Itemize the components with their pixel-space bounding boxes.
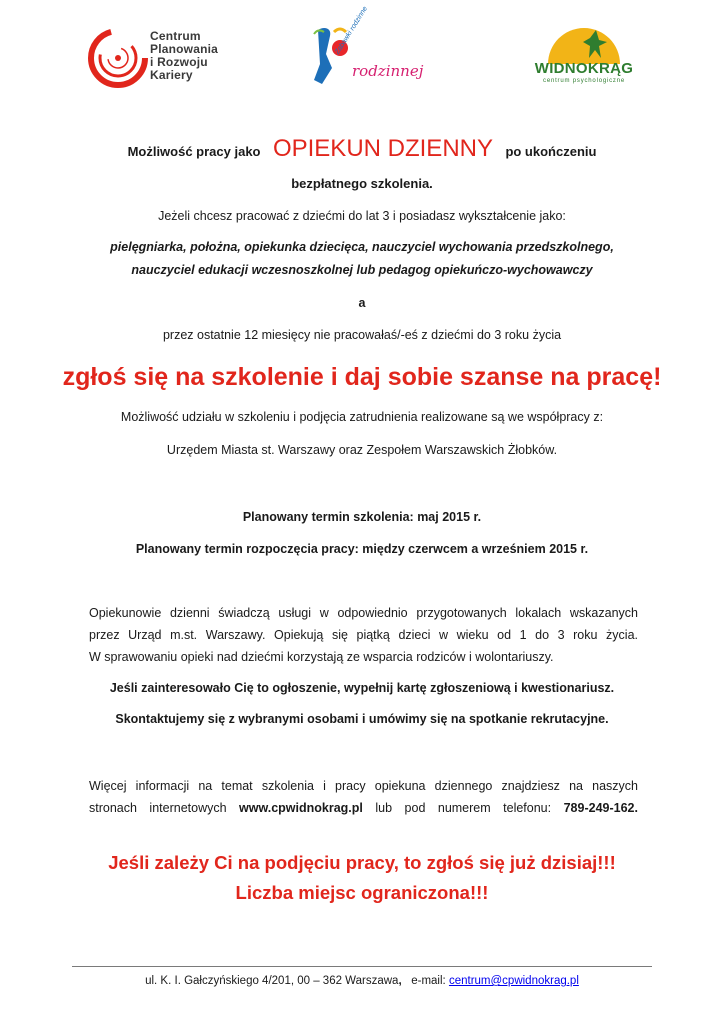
work-date: Planowany termin rozpoczęcia pracy: między czerwcem a wrześniem 2015 r. (135, 542, 589, 556)
sun-icon (528, 24, 640, 64)
description-line2: przez Urząd m.st. Warszawy. Opiekują się piątką dzieci w wieku od 1 do 3 roku życia. (89, 628, 638, 642)
footer-email-link[interactable]: centrum@cpwidnokrag.pl (448, 975, 579, 987)
family-logo-small-text: Zabawki rodzinne (334, 5, 370, 56)
footer-divider (72, 966, 652, 967)
footer-address: ul. K. I. Gałczyńskiego 4/201, 00 – 362 Warszawa (145, 975, 399, 987)
training-date: Planowany termin szkolenia: maj 2015 r. (242, 510, 482, 524)
footer-email-label: e-mail: (411, 975, 446, 987)
more-info-line1: Więcej informacji na temat szkolenia i pracy opiekuna dziennego znajdziesz na naszych (89, 779, 638, 793)
more-info-line2 (89, 797, 638, 819)
professions-line2: nauczyciel edukacji wczesnoszkolnej lub pedagog opiekuńczo-wychowawczy (131, 263, 593, 277)
cta-contact: Skontaktujemy się z wybranymi osobami i umówimy się na spotkanie rekrutacyjne. (115, 712, 609, 726)
heading-highlight: OPIEKUN DZIENNY (272, 135, 493, 162)
website-link[interactable]: www.cpwidnokrag.pl (239, 801, 363, 815)
cooperation-line2: Urzędem Miasta st. Warszawy oraz Zespołem Warszawskich Żłobków. (166, 443, 558, 457)
widnokrag-logo-name: WIDNOKRĄG (534, 60, 634, 77)
more-info-prefix: stronach internetowych (89, 801, 227, 815)
cprk-swirl-icon (88, 26, 150, 90)
heading-prefix: Możliwość pracy jako (127, 144, 261, 159)
footer: ul. K. I. Gałczyńskiego 4/201, 00 – 362 Warszawa, e-mail: centrum@cpwidnokrag.pl (145, 975, 579, 987)
intro-text: Jeżeli chcesz pracować z dziećmi do lat 3 i posiadasz wykształcenie jako: (158, 209, 566, 223)
description-paragraph (89, 602, 638, 668)
heading-suffix: po ukończeniu (505, 144, 597, 159)
cprk-logo-text: Centrum Planowania i Rozwoju Kariery (150, 29, 219, 82)
description-line3: W sprawowaniu opieki nad dziećmi korzystają ze wsparcia rodziców i wolontariuszy. (89, 650, 554, 664)
closing-line2: Liczba miejsc ograniczona!!! (235, 882, 489, 903)
heading-line2: bezpłatnego szkolenia. (291, 176, 433, 191)
main-heading (0, 135, 724, 163)
more-info-paragraph (89, 775, 638, 819)
cprk-logo (88, 26, 238, 96)
family-logo (310, 5, 428, 96)
closing-line1: Jeśli zależy Ci na podjęciu pracy, to zgłoś się już dzisiaj!!! (108, 852, 616, 873)
more-info-middle: lub pod numerem telefonu: (375, 801, 552, 815)
cooperation-line1: Możliwość udziału w szkoleniu i podjęcia zatrudnienia realizowane są we współpracy z: (120, 410, 604, 424)
phone-number: 789-249-162. (563, 801, 638, 815)
cta-fill-form: Jeśli zainteresowało Cię to ogłoszenie, wypełnij kartę zgłoszeniową i kwestionariusz. (109, 681, 615, 695)
description-line1: Opiekunowie dzienni świadczą usługi w odpowiednio przygotowanych lokalach wskazanych (89, 606, 638, 620)
widnokrag-logo-subtitle: centrum psychologiczne (543, 78, 625, 84)
slogan: zgłoś się na szkolenie i daj sobie szanse na pracę! (62, 363, 662, 391)
condition-text: przez ostatnie 12 miesięcy nie pracowałaś/-eś z dziećmi do 3 roku życia (162, 328, 562, 342)
widnokrag-logo (528, 24, 640, 88)
conjunction-text: a (358, 296, 366, 310)
professions-line1: pielęgniarka, położna, opiekunka dziecięca, nauczyciel wychowania przedszkolnego, (110, 240, 614, 254)
family-logo-word: rodzinnej (352, 62, 424, 80)
